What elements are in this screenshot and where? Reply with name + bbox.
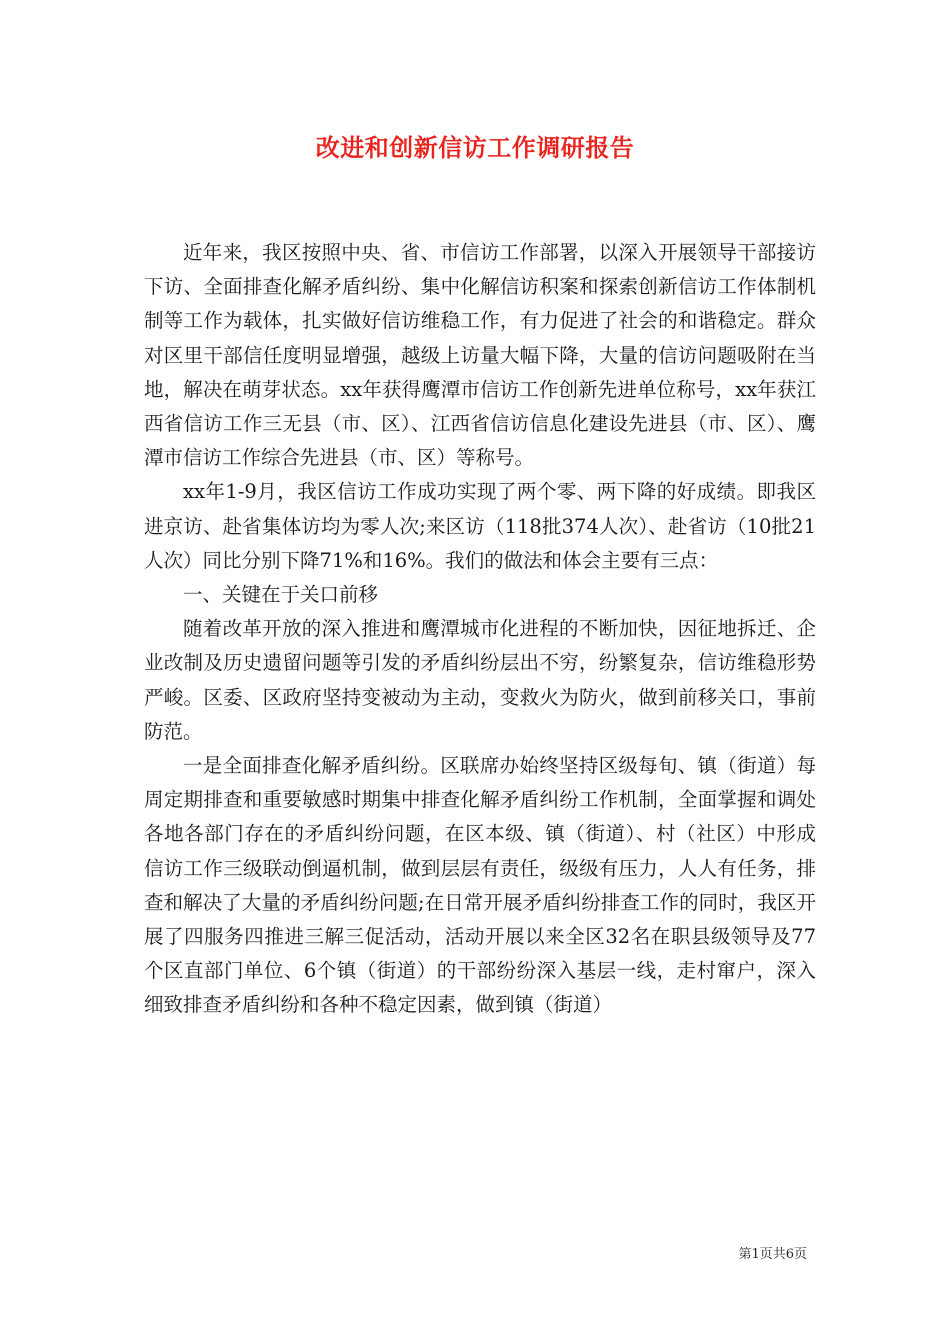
paragraph: 近年来，我区按照中央、省、市信访工作部署，以深入开展领导干部接访下访、全面排查化解矛盾纠纷、集中化解信访积案和探索创新信访工作体制机制等工作为载体，扎实做好信访维稳工作，有力促进了社会的和谐稳定。群众对区里干部信任度明显增强，越级上访量大幅下降，大量的信访问题吸附在当地，解决在萌芽状态。xx年获得鹰潭市信访工作创新先进单位称号，xx年获江西省信访工作三无县（市、区）、江西省信访信息化建设先进县（市、区）、鹰潭市信访工作综合先进县（市、区）等称号。 (144, 241, 816, 470)
document-body (144, 236, 816, 1023)
paragraph: 随着改革开放的深入推进和鹰潭城市化进程的不断加快，因征地拆迁、企业改制及历史遗留问题等引发的矛盾纠纷层出不穷，纷繁复杂，信访维稳形势严峻。区委、区政府坚持变被动为主动，变救火为防火，做到前移关口，事前防范。 (144, 617, 816, 743)
section-heading: 一、关键在于关口前移 (183, 583, 379, 607)
paragraph: 一是全面排查化解矛盾纠纷。区联席办始终坚持区级每旬、镇（街道）每周定期排查和重要敏感时期集中排查化解矛盾纠纷工作机制，全面掌握和调处各地各部门存在的矛盾纠纷问题，在区本级、镇（街道）、村（社区）中形成信访工作三级联动倒逼机制，做到层层有责任，级级有压力，人人有任务，排查和解决了大量的矛盾纠纷问题;在日常开展矛盾纠纷排查工作的同时，我区开展了四服务四推进三解三促活动，活动开展以来全区32名在职县级领导及77个区直部门单位、6个镇（街道）的干部纷纷深入基层一线，走村窜户，深入细致排查矛盾纠纷和各种不稳定因素，做到镇（街道） (144, 754, 816, 1017)
page-title: 改进和创新信访工作调研报告 (315, 133, 635, 162)
page-number: 第1页共6页 (738, 1247, 807, 1262)
paragraph: xx年1-9月，我区信访工作成功实现了两个零、两下降的好成绩。即我区进京访、赴省集体访均为零人次;来区访（118批374人次）、赴省访（10批21人次）同比分别下降71%和16%。我们的做法和体会主要有三点： (144, 480, 816, 572)
